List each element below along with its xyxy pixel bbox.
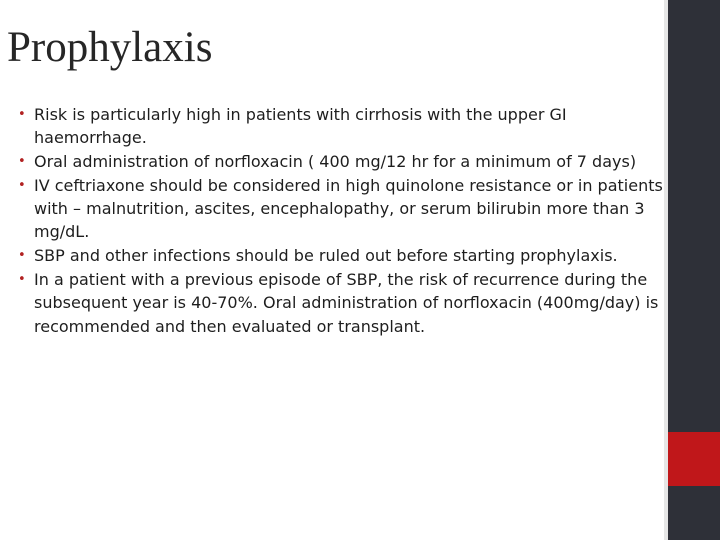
bullet-dot-icon: • (18, 177, 26, 193)
sidebar-accent-block (668, 432, 720, 486)
bullet-text: Oral administration of norfloxacin ( 400 mg/12 hr for a minimum of 7 days) (34, 152, 637, 172)
bullet-dot-icon: • (18, 248, 26, 264)
bullet-item (18, 244, 663, 267)
bullet-item (18, 268, 663, 338)
bullet-dot-icon: • (18, 107, 26, 122)
bullet-text: Risk is particularly high in patients with cirrhosis with the upper GI haemorrhage. (34, 105, 567, 148)
bullet-list (18, 103, 663, 338)
bullet-text: IV ceftriaxone should be considered in high quinolone resistance or in patients with – malnutrition, ascites, encephalopathy, or serum bilirubin more than 3 mg/dL. (34, 175, 663, 242)
bullet-item (18, 150, 663, 173)
bullet-text: SBP and other infections should be ruled out before starting prophylaxis. (34, 246, 618, 266)
bullet-text: In a patient with a previous episode of SBP, the risk of recurrence during the subsequent year is 40-70%. Oral administration of norfloxacin (400mg/day) is recommended and then evaluated or transplant. (34, 270, 659, 336)
slide-title: Prophylaxis (7, 24, 213, 71)
bullet-item (18, 174, 663, 244)
bullet-item (18, 103, 663, 149)
bullet-dot-icon: • (18, 272, 26, 288)
bullet-dot-icon: • (18, 154, 26, 170)
